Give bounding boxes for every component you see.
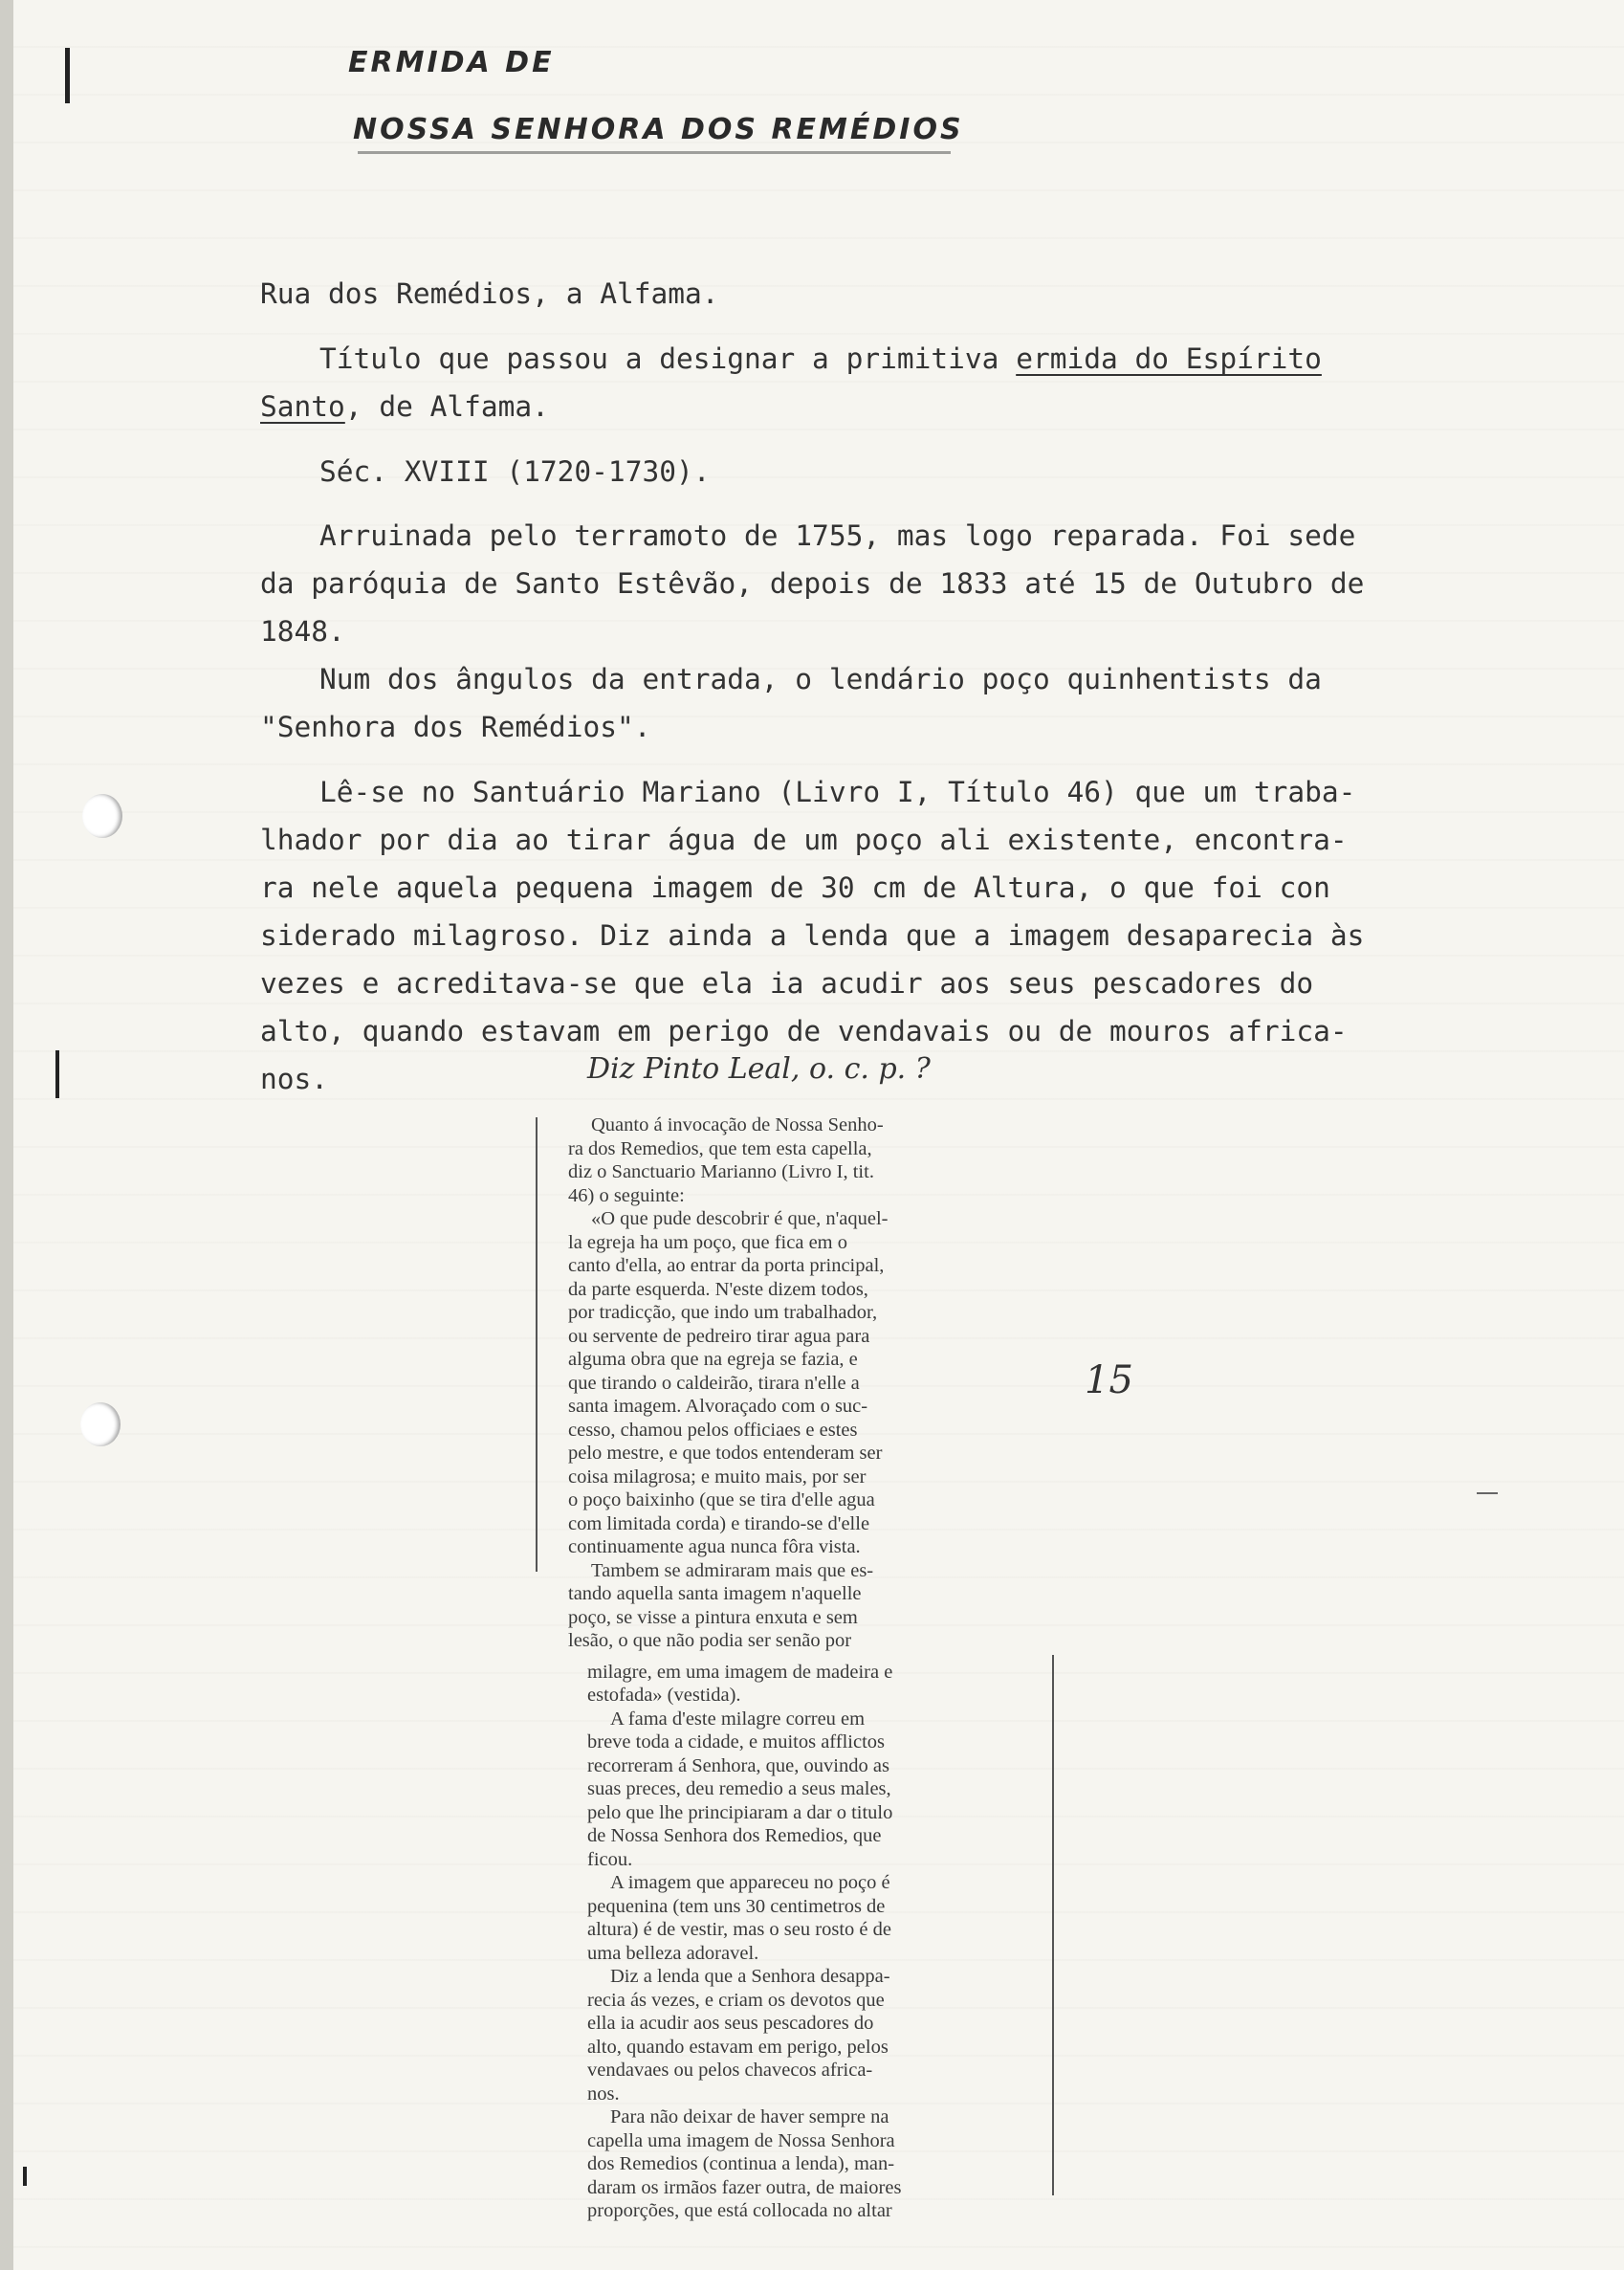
clipping-line: vendavaes ou pelos chavecos africa- [587, 2060, 873, 2081]
clipping-line: la egreja ha um poço, que fica em o [568, 1231, 847, 1253]
typed-line-century: Séc. XVIII (1720-1730). [319, 455, 711, 488]
clipping-line: Para não deixar de haver sempre na [610, 2106, 889, 2127]
clipping-line: alto, quando estavam em perigo, pelos [587, 2036, 889, 2058]
clipping-line: tando aquella santa imagem n'aquelle [568, 1583, 862, 1604]
handwritten-note: Diz Pinto Leal, o. c. p. ? [587, 1052, 931, 1086]
scan-left-edge [0, 0, 13, 2270]
clipping-line: ou servente de pedreiro tirar agua para [568, 1325, 870, 1347]
typed-line-title-2: Santo, de Alfama. [260, 390, 549, 423]
binder-hole-top [82, 794, 122, 838]
clipping-line: estofada» (vestida). [587, 1685, 741, 1706]
clipping-line: o poço baixinho (que se tira d'elle agua [568, 1489, 875, 1510]
clipping-rule-left [536, 1117, 538, 1572]
typed-line-parish: da paróquia de Santo Estêvão, depois de 1833 até 15 de Outubro de [260, 567, 1365, 600]
clipping-line: «O que pude descobrir é que, n'aquel- [591, 1208, 889, 1229]
clipping-line: canto d'ella, ao entrar da porta principal, [568, 1255, 885, 1276]
clipping-line: uma belleza adoravel. [587, 1942, 759, 1964]
margin-mark-bottom [23, 2167, 27, 2186]
clipping-line: Tambem se admiraram mais que es- [591, 1559, 874, 1581]
clipping-line: recorreram á Senhora, que, ouvindo as [587, 1754, 889, 1776]
clipping-line: por tradicção, que indo um trabalhador, [568, 1302, 878, 1323]
margin-dash [1477, 1492, 1498, 1494]
clipping-line: daram os irmãos fazer outra, de maiores [587, 2176, 902, 2198]
clipping-line: Quanto á invocação de Nossa Senho- [591, 1114, 884, 1135]
title-line-1: ERMIDA DE [348, 46, 555, 79]
clipping-line: capella uma imagem de Nossa Senhora [587, 2129, 895, 2151]
margin-mark-top [65, 48, 70, 103]
typed-line-address: Rua dos Remédios, a Alfama. [260, 277, 719, 310]
title-underline [358, 151, 951, 154]
typed-line-earthquake: Arruinada pelo terramoto de 1755, mas logo reparada. Foi sede [319, 519, 1356, 552]
typed-line-legend-5: vezes e acreditava-se que ela ia acudir aos seus pescadores do [260, 967, 1314, 1000]
clipping-line: nos. [587, 2083, 620, 2105]
typed-line-legend-7: nos. [260, 1063, 329, 1095]
typed-line-legend-4: siderado milagroso. Diz ainda a lenda que a imagem desaparecia às [260, 919, 1365, 952]
typed-line-year: 1848. [260, 615, 345, 648]
clipping-line: continuamente agua nunca fôra vista. [568, 1536, 861, 1557]
typed-line-legend-2: lhador por dia ao tirar água de um poço ali existente, encontra- [260, 824, 1348, 856]
clipping-rule-right [1052, 1655, 1054, 2195]
clipping-line: santa imagem. Alvoraçado com o suc- [568, 1396, 868, 1417]
clipping-line: Diz a lenda que a Senhora desappa- [610, 1966, 890, 1987]
clipping-line: com limitada corda) e tirando-se d'elle [568, 1512, 870, 1534]
clipping-line: pelo que lhe principiaram a dar o titulo [587, 1801, 893, 1823]
clipping-line: alguma obra que na egreja se fazia, e [568, 1349, 858, 1370]
clipping-line: A imagem que appareceu no poço é [610, 1872, 890, 1893]
clipping-line: ficou. [587, 1848, 633, 1870]
clipping-line: ella ia acudir aos seus pescadores do [587, 2013, 874, 2034]
typed-line-legend-3: ra nele aquela pequena imagem de 30 cm de Altura, o que foi con [260, 871, 1330, 904]
clipping-line: pelo mestre, e que todos entenderam ser [568, 1443, 883, 1464]
clipping-line: 46) o seguinte: [568, 1184, 685, 1206]
clipping-line: suas preces, deu remedio a seus males, [587, 1778, 891, 1799]
clipping-line: diz o Sanctuario Marianno (Livro I, tit. [568, 1161, 874, 1182]
clipping-line: breve toda a cidade, e muitos afflictos [587, 1731, 885, 1752]
handwritten-number: 15 [1085, 1358, 1133, 1402]
clipping-line: recia ás vezes, e criam os devotos que [587, 1989, 885, 2011]
clipping-line: de Nossa Senhora dos Remedios, que [587, 1825, 882, 1846]
clipping-line: lesão, o que não podia ser senão por [568, 1630, 852, 1651]
clipping-line: da parte esquerda. N'este dizem todos, [568, 1278, 868, 1300]
typed-line-well-1: Num dos ângulos da entrada, o lendário poço quinhentists da [319, 663, 1322, 695]
clipping-line: dos Remedios (continua a lenda), man- [587, 2153, 895, 2174]
clipping-line: que tirando o caldeirão, tirara n'elle a [568, 1372, 860, 1394]
title-line-2: NOSSA SENHORA DOS REMÉDIOS [353, 113, 964, 146]
clipping-line: coisa milagrosa; e muito mais, por ser [568, 1466, 867, 1488]
clipping-line: ra dos Remedios, que tem esta capella, [568, 1137, 872, 1159]
clipping-line: altura) é de vestir, mas o seu rosto é de [587, 1919, 891, 1940]
typed-line-well-2: "Senhora dos Remédios". [260, 711, 651, 743]
clipping-line: pequenina (tem uns 30 centimetros de [587, 1895, 886, 1917]
clipping-line: proporções, que está collocada no altar [587, 2200, 892, 2221]
typed-line-legend-1: Lê-se no Santuário Mariano (Livro I, Título 46) que um traba- [319, 776, 1356, 808]
clipping-line: A fama d'este milagre correu em [610, 1708, 866, 1730]
clipping-line: milagre, em uma imagem de madeira e [587, 1661, 893, 1683]
margin-mark-middle [55, 1050, 59, 1098]
newspaper-clipping [568, 1113, 901, 2223]
binder-hole-bottom [80, 1402, 121, 1446]
typed-line-title-1: Título que passou a designar a primitiva ermida do Espírito [319, 342, 1322, 375]
document-page [13, 0, 1624, 2270]
typed-line-legend-6: alto, quando estavam em perigo de vendavais ou de mouros africa- [260, 1015, 1348, 1047]
clipping-line: cesso, chamou pelos officiaes e estes [568, 1419, 858, 1441]
clipping-line: poço, se visse a pintura enxuta e sem [568, 1606, 858, 1628]
